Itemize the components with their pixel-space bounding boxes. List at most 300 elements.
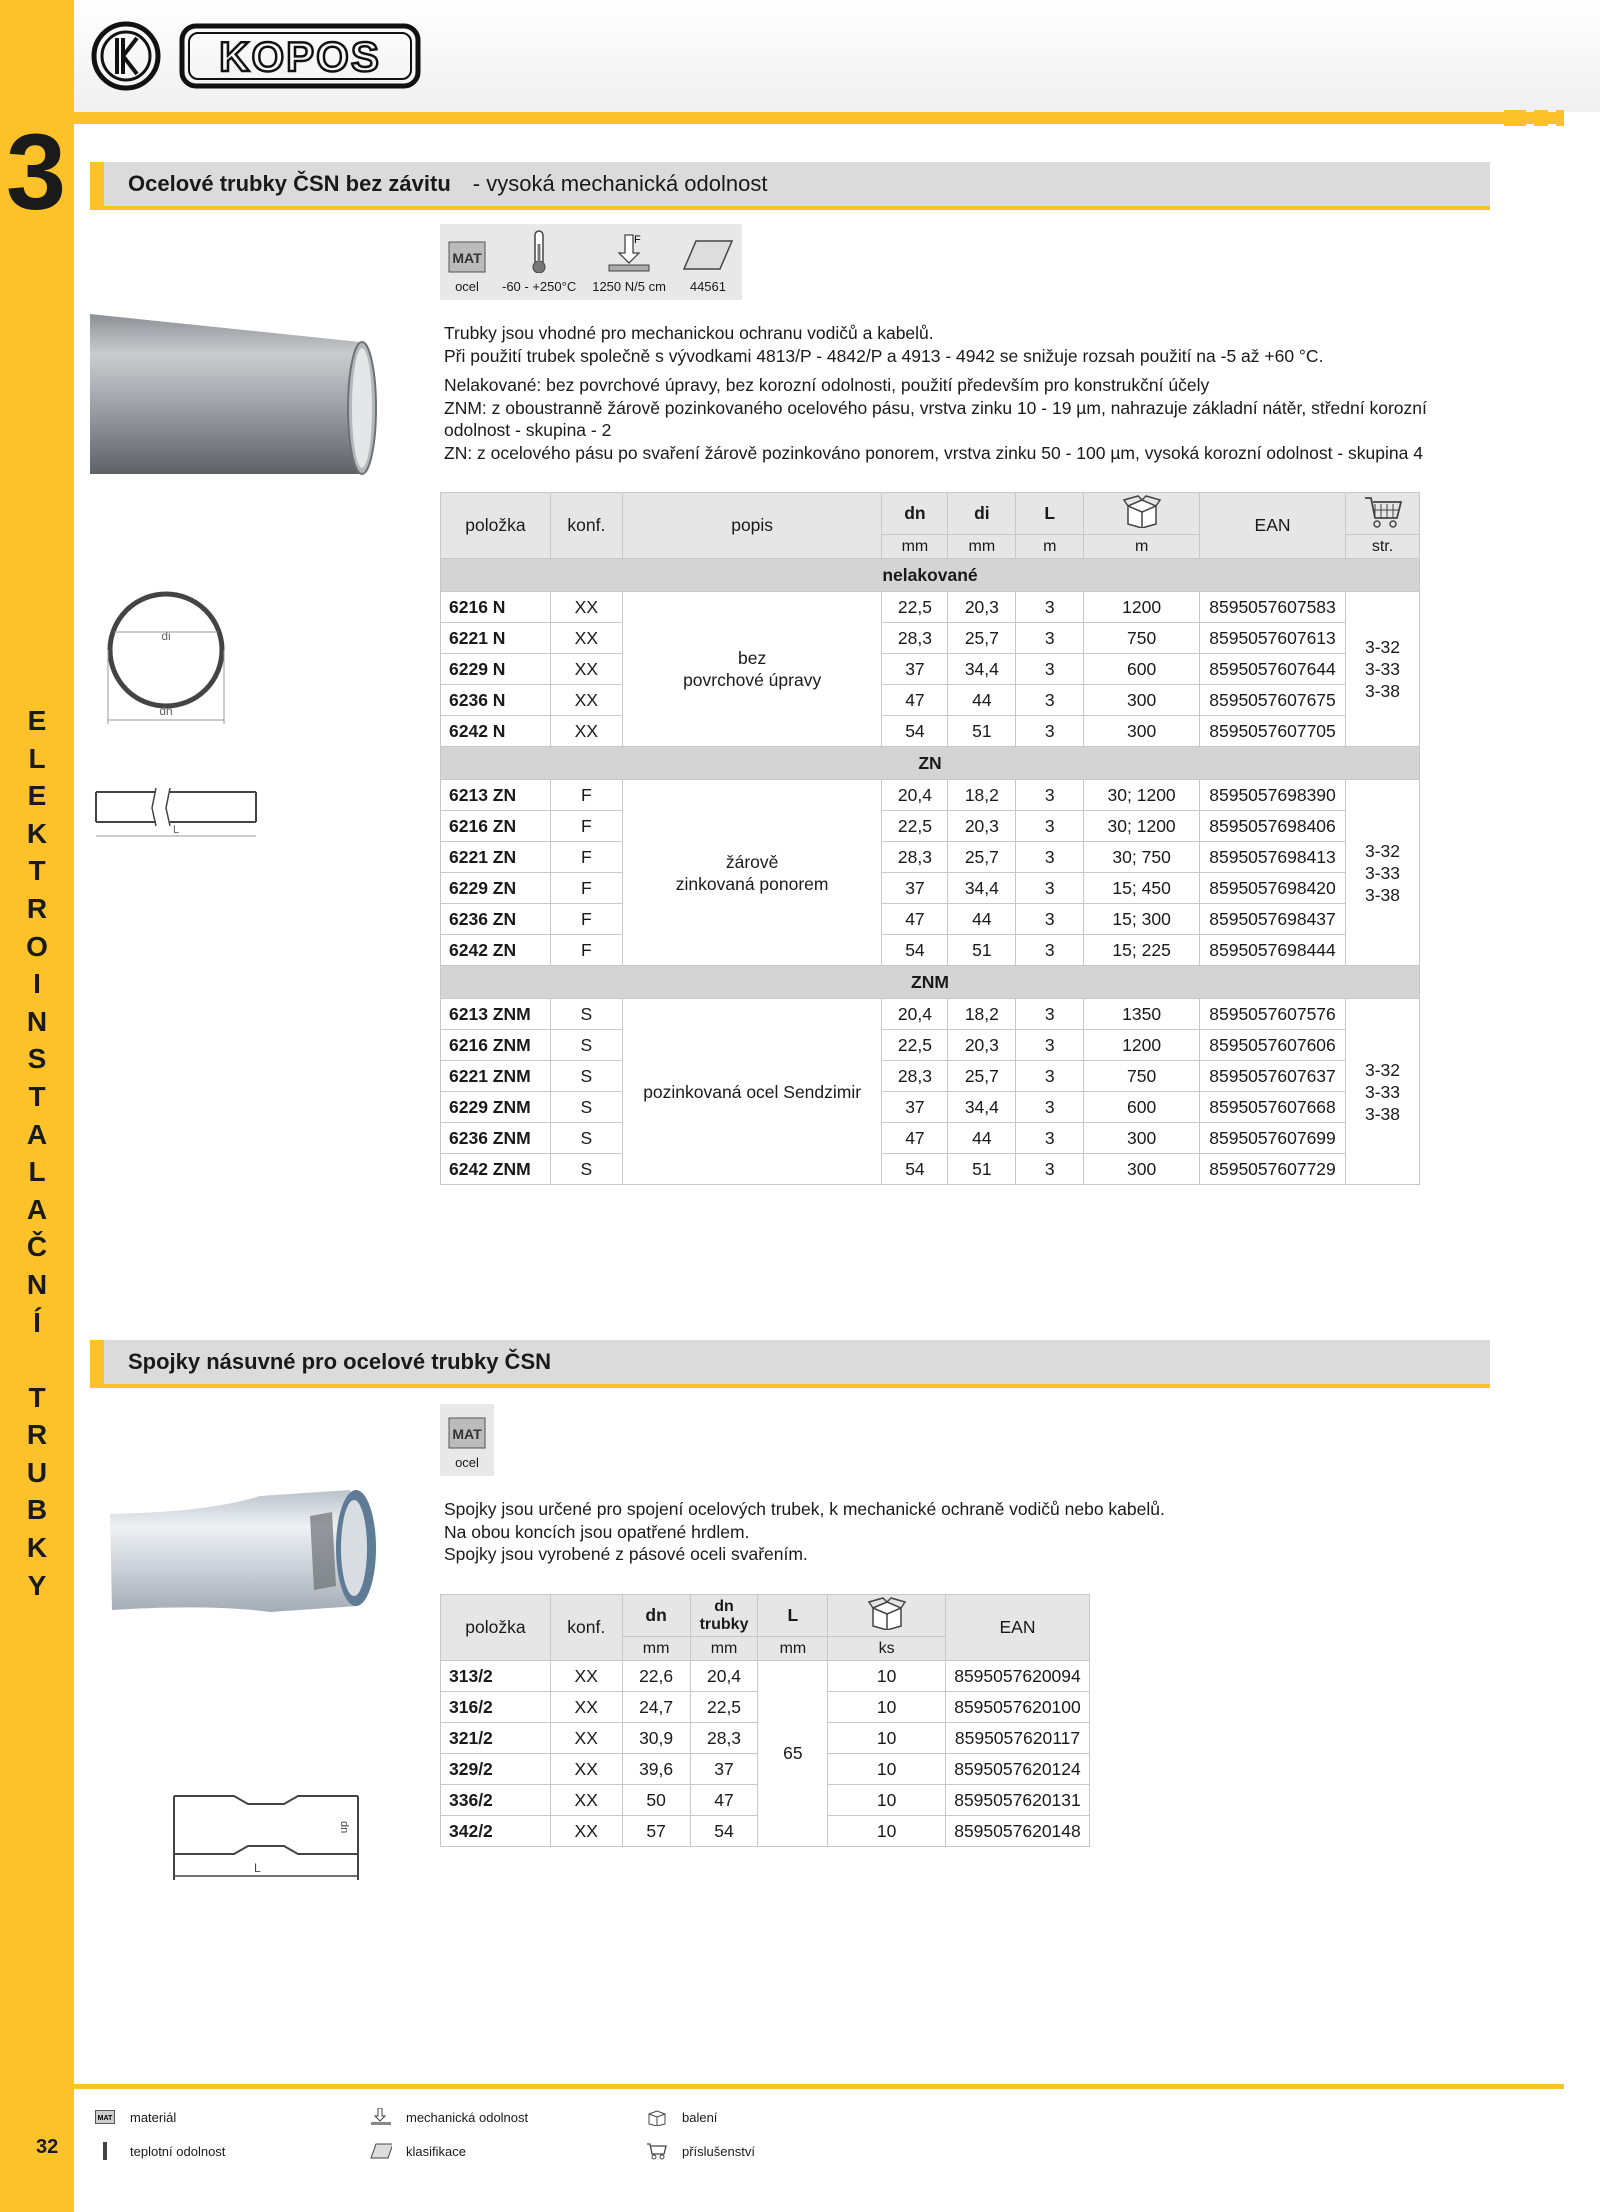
cell-di: 20,3 bbox=[948, 592, 1016, 623]
box-icon bbox=[646, 2108, 668, 2126]
cell-dn-trubky: 22,5 bbox=[690, 1692, 758, 1723]
col-ean: EAN bbox=[945, 1595, 1089, 1661]
cell-konf: XX bbox=[550, 1785, 622, 1816]
tube-description bbox=[444, 322, 1494, 464]
cell-di: 44 bbox=[948, 904, 1016, 935]
cell-ean: 8595057607637 bbox=[1200, 1061, 1346, 1092]
cell-dn: 57 bbox=[622, 1816, 690, 1847]
cell-polozka: 342/2 bbox=[441, 1816, 551, 1847]
cell-packaging: 10 bbox=[828, 1723, 946, 1754]
cell-polozka: 329/2 bbox=[441, 1754, 551, 1785]
svg-text:MAT: MAT bbox=[97, 2115, 113, 2122]
cell-dn: 24,7 bbox=[622, 1692, 690, 1723]
cell-dn: 54 bbox=[882, 716, 948, 747]
cell-L: 3 bbox=[1016, 1030, 1084, 1061]
desc-line: Trubky jsou vhodné pro mechanickou ochranu vodičů a kabelů. bbox=[444, 323, 934, 343]
cell-dn: 47 bbox=[882, 685, 948, 716]
cell-di: 25,7 bbox=[948, 623, 1016, 654]
svg-text:F: F bbox=[634, 234, 641, 246]
cell-packaging: 1200 bbox=[1084, 1030, 1200, 1061]
cell-ean: 8595057698444 bbox=[1200, 935, 1346, 966]
L-label: L bbox=[254, 1861, 261, 1875]
table-row bbox=[441, 1030, 1420, 1061]
cell-polozka: 6236 ZNM bbox=[441, 1123, 551, 1154]
cell-str[interactable]: 3-32 3-33 3-38 bbox=[1346, 780, 1420, 966]
col-dn: dn bbox=[882, 493, 948, 535]
cell-ean: 8595057607675 bbox=[1200, 685, 1346, 716]
cell-L: 3 bbox=[1016, 654, 1084, 685]
cell-polozka: 6216 ZNM bbox=[441, 1030, 551, 1061]
section-title-text: Ocelové trubky ČSN bez závitu bbox=[128, 171, 451, 196]
coupling-description bbox=[444, 1498, 1344, 1566]
desc-line: Spojky jsou vyrobené z pásové oceli svařením. bbox=[444, 1544, 808, 1564]
chapter-letter: K bbox=[26, 1532, 48, 1564]
cell-L: 3 bbox=[1016, 904, 1084, 935]
cell-packaging: 750 bbox=[1084, 623, 1200, 654]
chapter-letter: I bbox=[33, 968, 41, 1000]
cell-dn: 22,5 bbox=[882, 811, 948, 842]
legend-label: teplotní odolnost bbox=[130, 2143, 226, 2159]
cell-packaging: 1200 bbox=[1084, 592, 1200, 623]
cell-dn: 37 bbox=[882, 654, 948, 685]
header-block bbox=[1556, 110, 1564, 126]
cell-dn: 20,4 bbox=[882, 780, 948, 811]
compression-icon bbox=[607, 233, 651, 273]
cell-packaging: 300 bbox=[1084, 685, 1200, 716]
compression-icon bbox=[370, 2108, 392, 2126]
cell-di: 51 bbox=[948, 935, 1016, 966]
chapter-letter: A bbox=[26, 1193, 48, 1225]
col-di: di bbox=[948, 493, 1016, 535]
cell-ean: 8595057698437 bbox=[1200, 904, 1346, 935]
tube-table bbox=[440, 492, 1420, 1185]
classification-cell bbox=[674, 224, 742, 300]
cell-ean: 8595057607644 bbox=[1200, 654, 1346, 685]
cell-polozka: 6213 ZN bbox=[441, 780, 551, 811]
cell-packaging: 15; 225 bbox=[1084, 935, 1200, 966]
unit-dn-trubky: mm bbox=[690, 1637, 758, 1661]
chapter-letter: R bbox=[26, 892, 48, 924]
table-row bbox=[441, 999, 1420, 1030]
cell-di: 25,7 bbox=[948, 842, 1016, 873]
tube-table-body bbox=[441, 559, 1420, 1185]
cell-dn: 37 bbox=[882, 873, 948, 904]
cell-konf: F bbox=[550, 842, 622, 873]
svg-text:MAT: MAT bbox=[452, 250, 482, 266]
cell-di: 51 bbox=[948, 1154, 1016, 1185]
cell-ean: 8595057607576 bbox=[1200, 999, 1346, 1030]
unit-str: str. bbox=[1346, 535, 1420, 559]
box-icon bbox=[1122, 494, 1162, 528]
cell-polozka: 6242 N bbox=[441, 716, 551, 747]
table-row bbox=[441, 1661, 1090, 1692]
L-label: L bbox=[172, 824, 180, 836]
cell-konf: F bbox=[550, 935, 622, 966]
cell-di: 34,4 bbox=[948, 873, 1016, 904]
cell-polozka: 6216 N bbox=[441, 592, 551, 623]
desc-line: Nelakované: bez povrchové úpravy, bez korozní odolnosti, použití především pro konstrukční účely bbox=[444, 375, 1210, 395]
cell-L: 3 bbox=[1016, 623, 1084, 654]
cell-packaging: 10 bbox=[828, 1785, 946, 1816]
cart-icon bbox=[1363, 494, 1403, 528]
cell-packaging: 30; 750 bbox=[1084, 842, 1200, 873]
cell-ean: 8595057607613 bbox=[1200, 623, 1346, 654]
legend-label: balení bbox=[682, 2109, 718, 2125]
cell-di: 51 bbox=[948, 716, 1016, 747]
cell-dn: 47 bbox=[882, 1123, 948, 1154]
table-row bbox=[441, 935, 1420, 966]
table-row bbox=[441, 716, 1420, 747]
table-row bbox=[441, 873, 1420, 904]
cell-L: 3 bbox=[1016, 685, 1084, 716]
cell-di: 25,7 bbox=[948, 1061, 1016, 1092]
cell-packaging: 300 bbox=[1084, 716, 1200, 747]
cell-ean: 8595057698413 bbox=[1200, 842, 1346, 873]
cell-ean: 8595057620117 bbox=[945, 1723, 1089, 1754]
cell-polozka: 6216 ZN bbox=[441, 811, 551, 842]
cell-konf: XX bbox=[550, 1754, 622, 1785]
cell-ean: 8595057607729 bbox=[1200, 1154, 1346, 1185]
material-icon bbox=[448, 1417, 486, 1449]
cell-dn: 50 bbox=[622, 1785, 690, 1816]
unit-L: mm bbox=[758, 1637, 828, 1661]
dn-label: dn bbox=[338, 1821, 350, 1834]
chapter-letter: B bbox=[26, 1494, 48, 1526]
cell-L: 3 bbox=[1016, 935, 1084, 966]
cell-popis: žárově zinkovaná ponorem bbox=[622, 780, 882, 966]
cell-ean: 8595057698420 bbox=[1200, 873, 1346, 904]
cell-dn: 54 bbox=[882, 935, 948, 966]
cell-dn: 28,3 bbox=[882, 623, 948, 654]
legend-item bbox=[94, 2142, 225, 2160]
section-subtitle: - vysoká mechanická odolnost bbox=[472, 171, 768, 196]
cell-L: 3 bbox=[1016, 716, 1084, 747]
table-row bbox=[441, 842, 1420, 873]
legend-item bbox=[646, 2142, 755, 2160]
legend-label: materiál bbox=[130, 2109, 177, 2125]
legend-item bbox=[94, 2108, 176, 2126]
material-icon bbox=[448, 241, 486, 273]
header-rule bbox=[74, 112, 1564, 124]
cell-dn: 37 bbox=[882, 1092, 948, 1123]
strength-cell bbox=[584, 224, 674, 300]
unit-pack: ks bbox=[828, 1637, 946, 1661]
group-row bbox=[441, 966, 1420, 999]
strength-label: 1250 N/5 cm bbox=[592, 279, 666, 294]
cell-packaging: 750 bbox=[1084, 1061, 1200, 1092]
cell-dn: 22,5 bbox=[882, 1030, 948, 1061]
tube-cross-section-drawing bbox=[96, 584, 236, 737]
cell-packaging: 10 bbox=[828, 1754, 946, 1785]
cell-konf: F bbox=[550, 811, 622, 842]
table-row bbox=[441, 685, 1420, 716]
unit-dn: mm bbox=[622, 1637, 690, 1661]
table-row bbox=[441, 654, 1420, 685]
col-dn-trubky: dn trubky bbox=[690, 1595, 758, 1637]
cell-dn: 54 bbox=[882, 1154, 948, 1185]
cell-dn-trubky: 54 bbox=[690, 1816, 758, 1847]
col-konf: konf. bbox=[550, 1595, 622, 1661]
cell-packaging: 15; 450 bbox=[1084, 873, 1200, 904]
group-row bbox=[441, 559, 1420, 592]
box-icon bbox=[867, 1596, 907, 1630]
cell-konf: F bbox=[550, 904, 622, 935]
cell-packaging: 600 bbox=[1084, 1092, 1200, 1123]
chapter-letter: E bbox=[27, 780, 47, 812]
unit-dn: mm bbox=[882, 535, 948, 559]
cell-dn: 28,3 bbox=[882, 1061, 948, 1092]
cell-dn: 30,9 bbox=[622, 1723, 690, 1754]
cell-konf: S bbox=[550, 1154, 622, 1185]
section-accent bbox=[90, 162, 104, 206]
cell-polozka: 6229 N bbox=[441, 654, 551, 685]
svg-text:MAT: MAT bbox=[452, 1426, 482, 1442]
header-block bbox=[1504, 110, 1526, 126]
cell-di: 20,3 bbox=[948, 811, 1016, 842]
cell-ean: 8595057607705 bbox=[1200, 716, 1346, 747]
cell-konf: XX bbox=[550, 1661, 622, 1692]
cell-konf: XX bbox=[550, 654, 622, 685]
chapter-letter: N bbox=[26, 1268, 48, 1300]
cell-ean: 8595057620148 bbox=[945, 1816, 1089, 1847]
cell-konf: XX bbox=[550, 685, 622, 716]
cell-packaging: 300 bbox=[1084, 1123, 1200, 1154]
cell-packaging: 600 bbox=[1084, 654, 1200, 685]
cell-ean: 8595057620100 bbox=[945, 1692, 1089, 1723]
section-bar-tubes bbox=[90, 162, 1490, 210]
table-row bbox=[441, 904, 1420, 935]
icon-legend bbox=[90, 2108, 1600, 2188]
material-icon bbox=[95, 2110, 115, 2124]
classification-label: 44561 bbox=[689, 279, 726, 294]
col-packaging bbox=[828, 1595, 946, 1637]
cell-packaging: 300 bbox=[1084, 1154, 1200, 1185]
cell-packaging: 30; 1200 bbox=[1084, 811, 1200, 842]
table-row bbox=[441, 623, 1420, 654]
material-cell bbox=[440, 224, 494, 300]
cell-dn-trubky: 20,4 bbox=[690, 1661, 758, 1692]
table-row bbox=[441, 1061, 1420, 1092]
col-konf: konf. bbox=[550, 493, 622, 559]
cell-ean: 8595057607606 bbox=[1200, 1030, 1346, 1061]
coupling-table-body bbox=[441, 1661, 1090, 1847]
brand-logo bbox=[90, 20, 430, 97]
cell-packaging: 1350 bbox=[1084, 999, 1200, 1030]
chapter-letter: T bbox=[28, 1080, 46, 1112]
unit-di: mm bbox=[948, 535, 1016, 559]
cell-ean: 8595057620124 bbox=[945, 1754, 1089, 1785]
legend-label: mechanická odolnost bbox=[406, 2109, 529, 2125]
chapter-letter: E bbox=[27, 705, 47, 736]
cell-L: 3 bbox=[1016, 999, 1084, 1030]
group-label: ZN bbox=[441, 747, 1420, 780]
cell-L: 3 bbox=[1016, 1092, 1084, 1123]
legend-label: příslušenství bbox=[682, 2143, 755, 2159]
cell-ean: 8595057607699 bbox=[1200, 1123, 1346, 1154]
classification-icon bbox=[682, 239, 734, 273]
cell-polozka: 6229 ZNM bbox=[441, 1092, 551, 1123]
cell-L: 3 bbox=[1016, 780, 1084, 811]
cell-dn: 20,4 bbox=[882, 999, 948, 1030]
col-popis: popis bbox=[622, 493, 882, 559]
cell-dn: 28,3 bbox=[882, 842, 948, 873]
cell-konf: F bbox=[550, 780, 622, 811]
cell-ean: 8595057698390 bbox=[1200, 780, 1346, 811]
cell-polozka: 6221 ZNM bbox=[441, 1061, 551, 1092]
group-row bbox=[441, 747, 1420, 780]
section-title-tubes bbox=[128, 171, 767, 197]
header-block bbox=[1534, 110, 1548, 126]
cell-konf: XX bbox=[550, 1816, 622, 1847]
cell-packaging: 15; 300 bbox=[1084, 904, 1200, 935]
cell-dn-trubky: 47 bbox=[690, 1785, 758, 1816]
cell-konf: S bbox=[550, 1123, 622, 1154]
cell-konf: S bbox=[550, 999, 622, 1030]
cell-L: 3 bbox=[1016, 873, 1084, 904]
cell-polozka: 6221 N bbox=[441, 623, 551, 654]
unit-L: m bbox=[1016, 535, 1084, 559]
cell-di: 20,3 bbox=[948, 1030, 1016, 1061]
tube-photo bbox=[90, 312, 390, 487]
cell-dn: 22,5 bbox=[882, 592, 948, 623]
cell-konf: XX bbox=[550, 716, 622, 747]
cell-dn: 22,6 bbox=[622, 1661, 690, 1692]
chapter-letter: N bbox=[26, 1005, 48, 1037]
cell-str[interactable]: 3-32 3-33 3-38 bbox=[1346, 592, 1420, 747]
table-row bbox=[441, 1123, 1420, 1154]
di-label: di bbox=[161, 629, 171, 643]
cell-polozka: 6242 ZNM bbox=[441, 1154, 551, 1185]
table-row bbox=[441, 780, 1420, 811]
cell-packaging: 10 bbox=[828, 1692, 946, 1723]
cell-popis: bez povrchové úpravy bbox=[622, 592, 882, 747]
cell-str[interactable]: 3-32 3-33 3-38 bbox=[1346, 999, 1420, 1185]
dn-label: dn bbox=[159, 704, 173, 718]
cell-L: 3 bbox=[1016, 592, 1084, 623]
cell-di: 44 bbox=[948, 685, 1016, 716]
cell-popis: pozinkovaná ocel Sendzimir bbox=[622, 999, 882, 1185]
legend-item bbox=[370, 2142, 466, 2160]
table-row bbox=[441, 811, 1420, 842]
chapter-letter: T bbox=[28, 1381, 46, 1413]
thermometer-icon bbox=[529, 230, 549, 273]
table-row bbox=[441, 1092, 1420, 1123]
cell-L: 65 bbox=[758, 1661, 828, 1847]
chapter-letter: Í bbox=[33, 1306, 41, 1338]
cell-ean: 8595057620131 bbox=[945, 1785, 1089, 1816]
chapter-letter: O bbox=[26, 930, 48, 962]
cell-ean: 8595057698406 bbox=[1200, 811, 1346, 842]
cell-ean: 8595057620094 bbox=[945, 1661, 1089, 1692]
cell-polozka: 336/2 bbox=[441, 1785, 551, 1816]
tube-length-drawing bbox=[92, 786, 262, 857]
cell-L: 3 bbox=[1016, 1061, 1084, 1092]
cell-di: 18,2 bbox=[948, 780, 1016, 811]
chapter-number: 3 bbox=[6, 111, 67, 232]
cell-di: 34,4 bbox=[948, 1092, 1016, 1123]
unit-pack: m bbox=[1084, 535, 1200, 559]
cell-polozka: 321/2 bbox=[441, 1723, 551, 1754]
cell-polozka: 6242 ZN bbox=[441, 935, 551, 966]
cell-konf: F bbox=[550, 873, 622, 904]
col-L: L bbox=[758, 1595, 828, 1637]
legend-item bbox=[646, 2108, 717, 2126]
chapter-letter: S bbox=[27, 1043, 47, 1075]
section-bar-couplings bbox=[90, 1340, 1490, 1388]
group-label: ZNM bbox=[441, 966, 1420, 999]
cell-polozka: 6229 ZN bbox=[441, 873, 551, 904]
col-accessories bbox=[1346, 493, 1420, 535]
desc-line: Při použití trubek společně s vývodkami 4813/P - 4842/P a 4913 - 4942 se snižuje rozsah použití na -5 až +60 °C. bbox=[444, 345, 1324, 366]
section-accent bbox=[90, 1340, 104, 1384]
cell-polozka: 313/2 bbox=[441, 1661, 551, 1692]
chapter-letter: Č bbox=[26, 1231, 48, 1263]
cell-konf: XX bbox=[550, 1723, 622, 1754]
chapter-letter: K bbox=[26, 817, 48, 849]
cell-di: 44 bbox=[948, 1123, 1016, 1154]
tube-property-icons bbox=[440, 224, 742, 300]
legend-label: klasifikace bbox=[406, 2143, 466, 2159]
cell-packaging: 10 bbox=[828, 1816, 946, 1847]
chapter-letter: R bbox=[26, 1419, 48, 1451]
cell-di: 18,2 bbox=[948, 999, 1016, 1030]
page-number: 32 bbox=[36, 2136, 59, 2158]
cell-packaging: 10 bbox=[828, 1661, 946, 1692]
cell-konf: XX bbox=[550, 592, 622, 623]
desc-line: ZNM: z oboustranně žárově pozinkovaného ocelového pásu, vrstva zinku 10 - 19 µm, nahrazuje základní nátěr, střední korozní odolnost - skupina - 2 bbox=[444, 397, 1427, 440]
cell-polozka: 6236 ZN bbox=[441, 904, 551, 935]
coupling-drawing bbox=[168, 1790, 368, 1891]
col-dn: dn bbox=[622, 1595, 690, 1637]
chapter-letter: A bbox=[26, 1118, 48, 1150]
col-ean: EAN bbox=[1200, 493, 1346, 559]
cell-dn: 39,6 bbox=[622, 1754, 690, 1785]
cell-konf: S bbox=[550, 1061, 622, 1092]
desc-line: ZN: z ocelového pásu po svaření žárově pozinkováno ponorem, vrstva zinku 50 - 100 µm, vysoká korozní odolnost - skupina 4 bbox=[444, 442, 1423, 463]
cell-konf: S bbox=[550, 1092, 622, 1123]
cell-polozka: 6236 N bbox=[441, 685, 551, 716]
coupling-photo bbox=[100, 1486, 390, 1631]
cell-polozka: 316/2 bbox=[441, 1692, 551, 1723]
col-L: L bbox=[1016, 493, 1084, 535]
chapter-letter: L bbox=[28, 742, 46, 774]
cell-dn-trubky: 28,3 bbox=[690, 1723, 758, 1754]
thermometer-icon bbox=[101, 2142, 109, 2160]
chapter-letter: T bbox=[28, 855, 46, 887]
col-packaging bbox=[1084, 493, 1200, 535]
cell-L: 3 bbox=[1016, 1154, 1084, 1185]
material-cell bbox=[440, 1404, 494, 1476]
footer-rule bbox=[74, 2084, 1564, 2089]
cell-packaging: 30; 1200 bbox=[1084, 780, 1200, 811]
cell-ean: 8595057607668 bbox=[1200, 1092, 1346, 1123]
cell-L: 3 bbox=[1016, 1123, 1084, 1154]
cart-icon bbox=[646, 2142, 668, 2160]
cell-konf: XX bbox=[550, 623, 622, 654]
material-label: ocel bbox=[455, 1455, 479, 1470]
cell-konf: XX bbox=[550, 1692, 622, 1723]
coupling-table bbox=[440, 1594, 1090, 1847]
cell-ean: 8595057607583 bbox=[1200, 592, 1346, 623]
desc-line: Na obou koncích jsou opatřené hrdlem. bbox=[444, 1521, 750, 1542]
col-polozka: položka bbox=[441, 1595, 551, 1661]
cell-dn-trubky: 37 bbox=[690, 1754, 758, 1785]
table-row bbox=[441, 1154, 1420, 1185]
chapter-letter: Y bbox=[27, 1569, 47, 1601]
cell-L: 3 bbox=[1016, 842, 1084, 873]
cell-polozka: 6221 ZN bbox=[441, 842, 551, 873]
table-row bbox=[441, 592, 1420, 623]
